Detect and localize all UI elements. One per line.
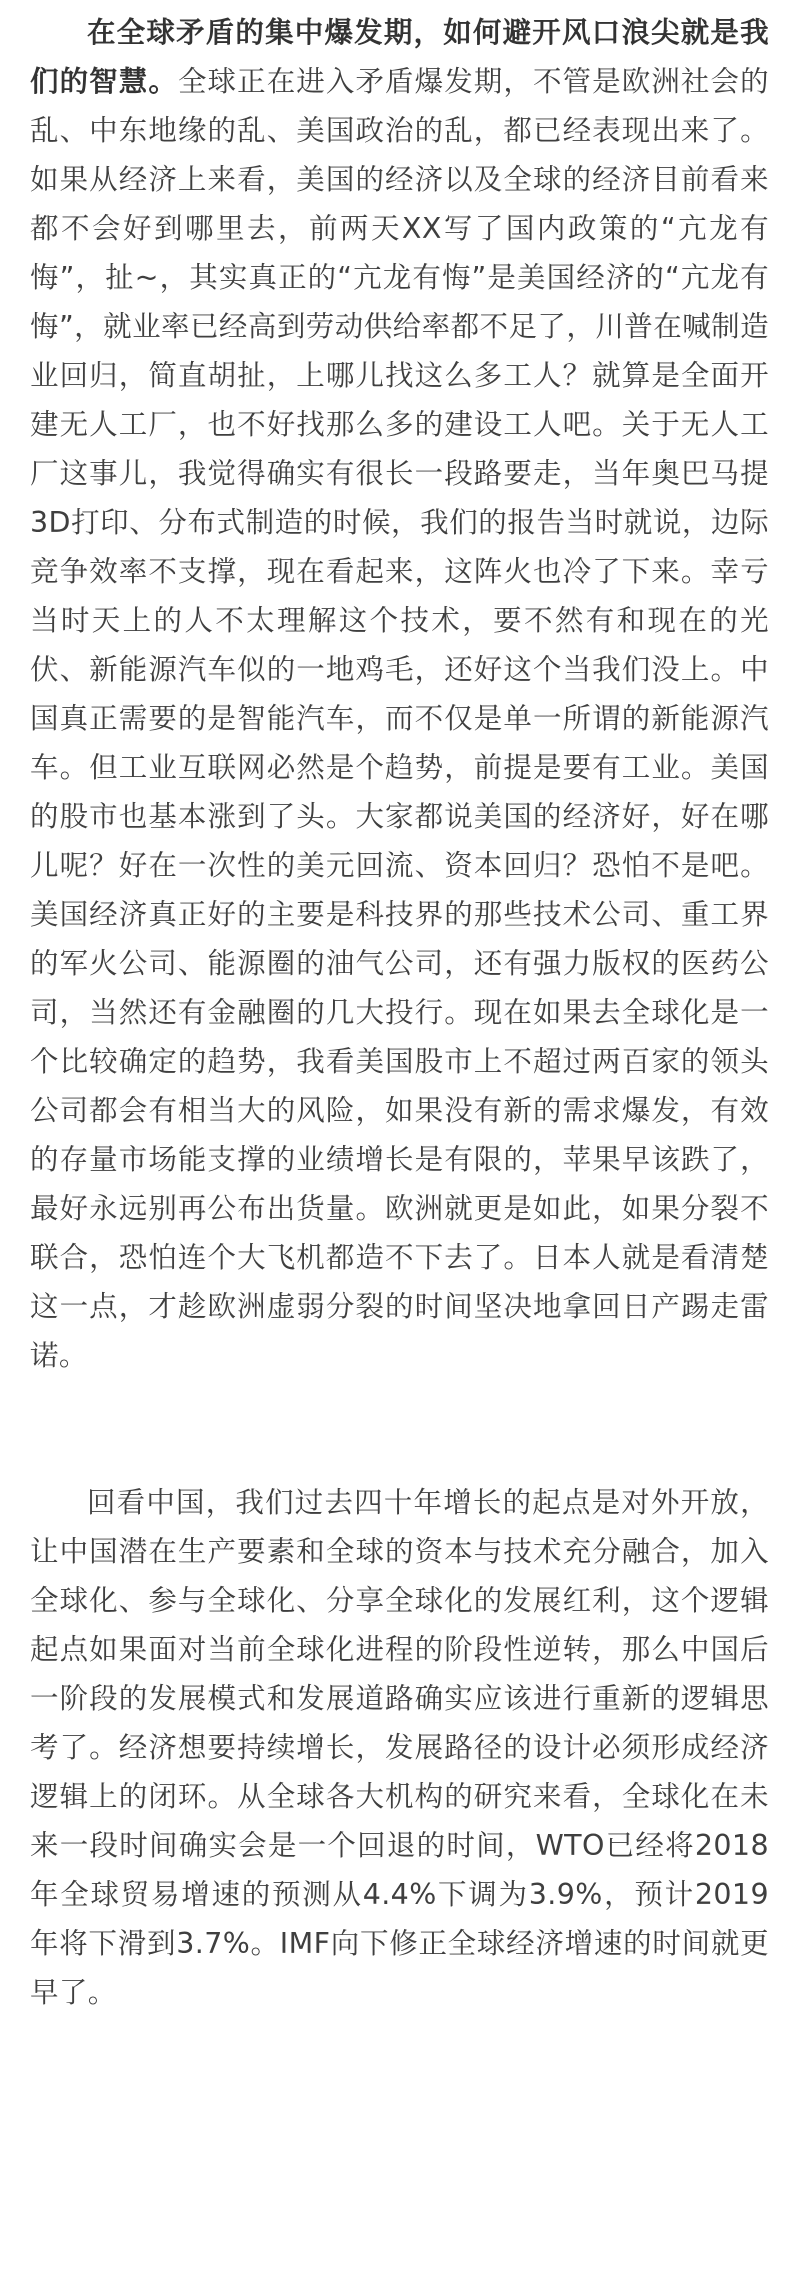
paragraph-lead-bold: 在全球矛盾的集中爆发期，如何避开风口浪尖就是我们的智慧。 [30, 16, 769, 98]
paragraph-spacer [30, 1380, 769, 1478]
paragraph-text: 回看中国，我们过去四十年增长的起点是对外开放，让中国潜在生产要素和全球的资本与技术充分融合，加入全球化、参与全球化、分享全球化的发展红利，这个逻辑起点如果面对当前全球化进程的阶段性逆转，那么中国后一阶段的发展模式和发展道路确实应该进行重新的逻辑思考了。经济想要持续增长，发展路径的设计必须形成经济逻辑上的闭环。从全球各大机构的研究来看，全球化在未来一段时间确实会是一个回退的时间，WTO已经将2018年全球贸易增速的预测从4.4%下调为3.9%，预计2019年将下滑到3.7%。IMF向下修正全球经济增速的时间就更早了。 [30, 1486, 769, 2009]
paragraph-text: 全球正在进入矛盾爆发期，不管是欧洲社会的乱、中东地缘的乱、美国政治的乱，都已经表现出来了。如果从经济上来看，美国的经济以及全球的经济目前看来都不会好到哪里去，前两天XX写了国内政策的“亢龙有悔”，扯~，其实真正的“亢龙有悔”是美国经济的“亢龙有悔”，就业率已经高到劳动供给率都不足了，川普在喊制造业回归，简直胡扯，上哪儿找这么多工人？就算是全面开建无人工厂，也不好找那么多的建设工人吧。关于无人工厂这事儿，我觉得确实有很长一段路要走，当年奥巴马提3D打印、分布式制造的时候，我们的报告当时就说，边际竞争效率不支撑，现在看起来，这阵火也冷了下来。幸亏当时天上的人不太理解这个技术，要不然有和现在的光伏、新能源汽车似的一地鸡毛，还好这个当我们没上。中国真正需要的是智能汽车，而不仅是单一所谓的新能源汽车。但工业互联网必然是个趋势，前提是要有工业。美国的股市也基本涨到了头。大家都说美国的经济好，好在哪儿呢？好在一次性的美元回流、资本回归？恐怕不是吧。美国经济真正好的主要是科技界的那些技术公司、重工界的军火公司、能源圈的油气公司，还有强力版权的医药公司，当然还有金融圈的几大投行。现在如果去全球化是一个比较确定的趋势，我看美国股市上不超过两百家的领头公司都会有相当大的风险，如果没有新的需求爆发，有效的存量市场能支撑的业绩增长是有限的，苹果早该跌了，最好永远别再公布出货量。欧洲就更是如此，如果分裂不联合，恐怕连个大飞机都造不下去了。日本人就是看清楚这一点，才趁欧洲虚弱分裂的时间坚决地拿回日产踢走雷诺。 [30, 65, 769, 1372]
paragraph-china-review [30, 1478, 769, 2017]
paragraph-global-conflict [30, 8, 769, 1380]
